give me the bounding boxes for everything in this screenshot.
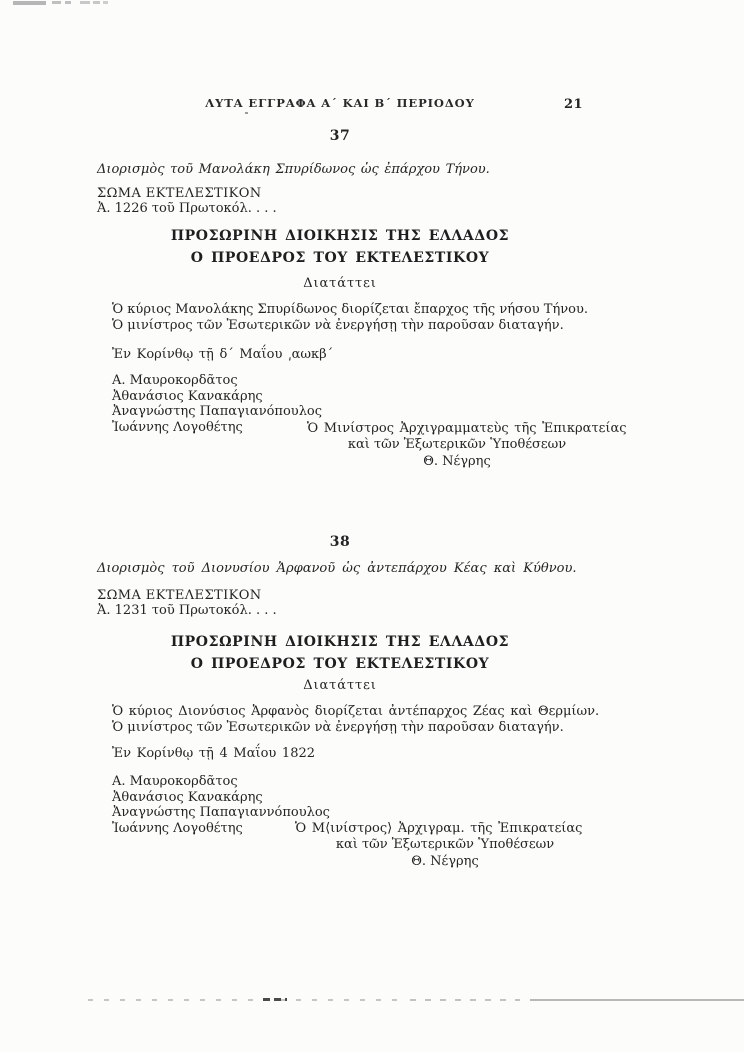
countersignature-name: Θ. Νέγρης bbox=[411, 853, 479, 869]
countersignature-title-line: Ὁ Μ⟨ινίστρος⟩ Ἀρχιγραμ. τῆς Ἐπικρατείας bbox=[295, 821, 583, 836]
org-label: ΣΩΜΑ ΕΚΤΕΛΕΣΤΙΚΟΝ bbox=[97, 588, 262, 603]
protocol-line: Ἀ. 1226 τοῦ Πρωτοκόλ. . . . bbox=[97, 201, 277, 216]
doc-number: 38 bbox=[329, 534, 351, 550]
signatory-name: Α. Μαυροκορδᾶτος bbox=[112, 774, 238, 789]
scan-mark bbox=[263, 998, 287, 1001]
scan-mark bbox=[13, 1, 46, 5]
scan-mark bbox=[65, 1, 71, 4]
scan-mark bbox=[93, 1, 100, 4]
authority-heading-line2: Ο ΠΡΟΕΔΡΟΣ ΤΟΥ ΕΚΤΕΛΕΣΤΙΚΟΥ bbox=[190, 250, 490, 266]
decree-body-line: Ὁ κύριος Μανολάκης Σπυρίδωνος διορίζεται ἔπαρχος τῆς νήσου Τήνου. bbox=[112, 302, 588, 317]
signatories-list bbox=[112, 373, 322, 436]
signatory-name: Ἰωάννης Λογοθέτης bbox=[112, 420, 243, 436]
countersignature-title-line: καὶ τῶν Ἐξωτερικῶν Ὑποθέσεων bbox=[335, 837, 555, 853]
countersignature-title-line: Ὁ Μινίστρος Ἀρχιγραμματεὺς τῆς Ἐπικρατείας bbox=[307, 421, 627, 436]
decree-body-line: Ὁ μινίστρος τῶν Ἐσωτερικῶν νὰ ἐνεργήσῃ τὴν παροῦσαν διαταγήν. bbox=[112, 318, 564, 333]
signatory-name: Ἀναγνώστης Παπαγιανόπουλος bbox=[112, 404, 323, 420]
decree-body-line: Ὁ μινίστρος τῶν Ἐσωτερικῶν νὰ ἐνεργήσῃ τὴν παροῦσαν διαταγήν. bbox=[112, 720, 564, 735]
dateline: Ἐν Κορίνθῳ τῇ δ´ Μαΐου ͵αωκβ´ bbox=[112, 347, 334, 362]
signatory-name: Ἰωάννης Λογοθέτης bbox=[112, 821, 243, 837]
authority-heading-line1: ΠΡΟΣΩΡΙΝΗ ΔΙΟΙΚΗΣΙΣ ΤΗΣ ΕΛΛΑΔΟΣ bbox=[170, 228, 510, 244]
scan-mark bbox=[103, 1, 108, 4]
org-label: ΣΩΜΑ ΕΚΤΕΛΕΣΤΙΚΟΝ bbox=[97, 186, 262, 201]
protocol-line: Ἀ. 1231 τοῦ Πρωτοκόλ. . . . bbox=[97, 603, 277, 618]
scan-mark bbox=[410, 999, 520, 1001]
decree-body-line: Ὁ κύριος Διονύσιος Ἀρφανὸς διορίζεται ἀντέπαρχος Ζέας καὶ Θερμίων. bbox=[112, 704, 600, 719]
scan-mark bbox=[245, 112, 248, 114]
countersignature-block bbox=[307, 421, 627, 470]
decree-word: Διατάττει bbox=[303, 276, 377, 291]
authority-heading-line1: ΠΡΟΣΩΡΙΝΗ ΔΙΟΙΚΗΣΙΣ ΤΗΣ ΕΛΛΑΔΟΣ bbox=[170, 634, 510, 650]
countersignature-block bbox=[295, 821, 595, 870]
running-header: ΛΥΤΑ ΕΓΓΡΑΦΑ Α´ ΚΑΙ Β´ ΠΕΡΙΟΔΟΥ bbox=[205, 96, 475, 110]
doc-summary: Διορισμὸς τοῦ Διονυσίου Ἀρφανοῦ ὡς ἀντεπάρχου Κέας καὶ Κύθνου. bbox=[97, 561, 577, 576]
page-number: 21 bbox=[564, 97, 584, 112]
signatory-name: Ἀθανάσιος Κανακάρης bbox=[112, 388, 263, 404]
signatory-name: Ἀθανάσιος Κανακάρης bbox=[112, 789, 263, 805]
countersignature-title-line: καὶ τῶν Ἐξωτερικῶν Ὑποθέσεων bbox=[347, 437, 567, 453]
decree-word: Διατάττει bbox=[303, 678, 377, 693]
signatory-name: Ἀναγνώστης Παπαγιαννόπουλος bbox=[112, 805, 330, 821]
doc-summary: Διορισμὸς τοῦ Μανολάκη Σπυρίδωνος ὡς ἐπάρχου Τήνου. bbox=[97, 162, 490, 177]
scan-mark bbox=[530, 999, 744, 1001]
doc-number: 37 bbox=[329, 128, 351, 144]
authority-heading-line2: Ο ΠΡΟΕΔΡΟΣ ΤΟΥ ΕΚΤΕΛΕΣΤΙΚΟΥ bbox=[190, 656, 490, 672]
scan-mark bbox=[88, 999, 398, 1001]
scan-mark bbox=[52, 1, 61, 4]
signatory-name: Α. Μαυροκορδᾶτος bbox=[112, 373, 238, 388]
scan-mark bbox=[80, 1, 90, 4]
dateline: Ἐν Κορίνθῳ τῇ 4 Μαΐου 1822 bbox=[112, 746, 316, 761]
countersignature-name: Θ. Νέγρης bbox=[423, 453, 491, 469]
